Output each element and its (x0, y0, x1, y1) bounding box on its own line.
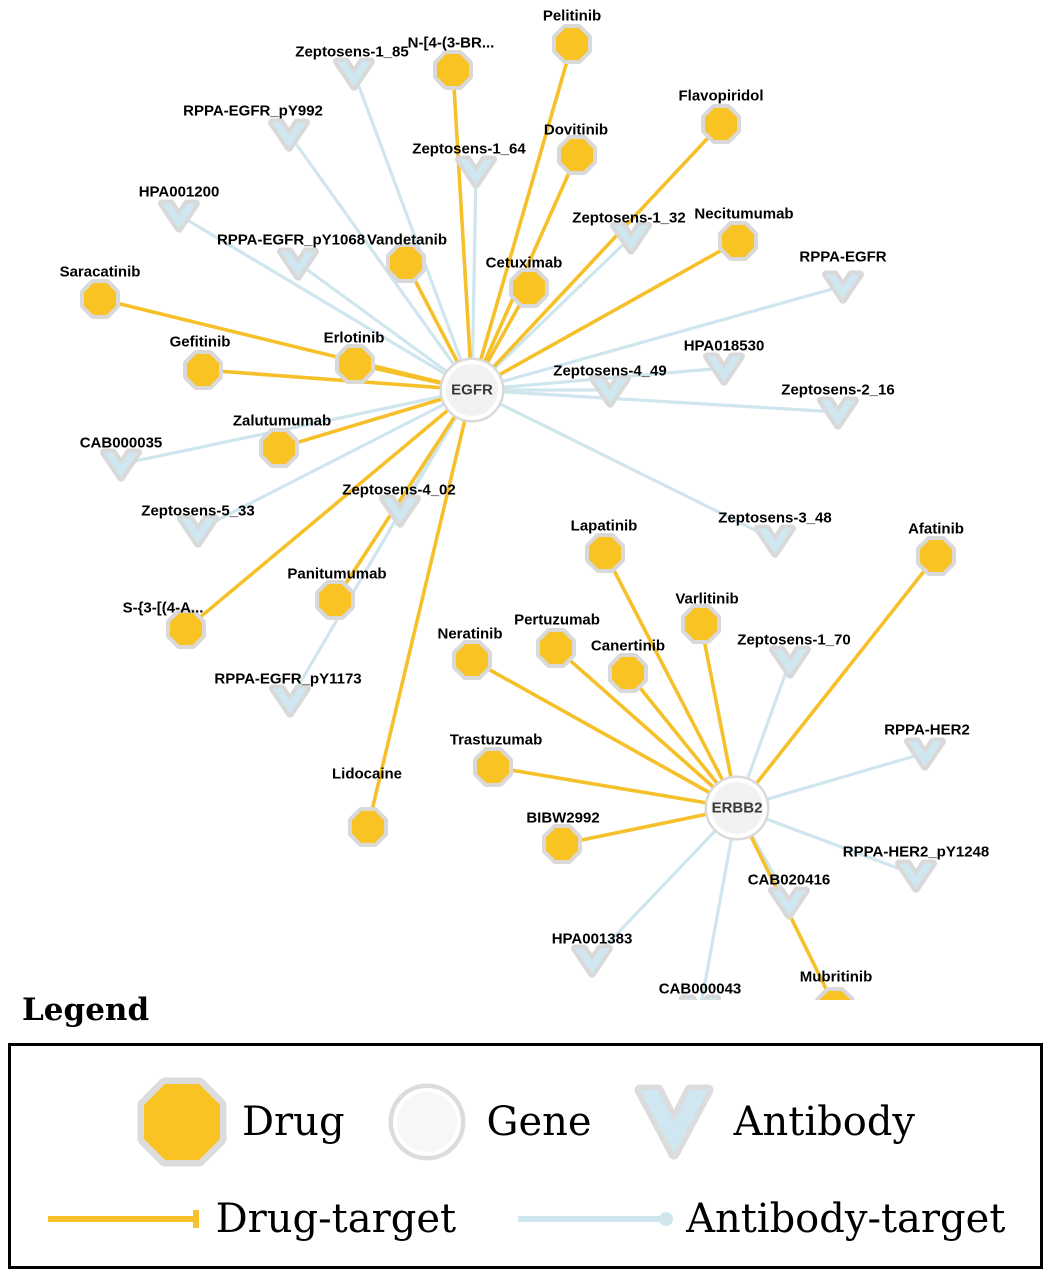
legend-title: Legend (22, 992, 150, 1028)
drug-label: Erlotinib (323, 329, 385, 347)
drug-label: N-[4-(3-BR... (407, 34, 495, 52)
antibody-label: RPPA-EGFR_pY1173 (214, 670, 362, 688)
drug-node[interactable] (612, 657, 644, 689)
antibody-label: Zeptosens-1_85 (295, 43, 409, 61)
drug-label: Zalutumumab (232, 412, 332, 430)
antibody-label: Zeptosens-2_16 (781, 381, 895, 399)
antibody-label: CAB020416 (747, 871, 831, 889)
drug-node[interactable] (722, 225, 754, 257)
antibody-label: Zeptosens-1_32 (572, 209, 686, 227)
drug-node[interactable] (170, 613, 202, 645)
drug-target-edge (368, 390, 472, 827)
antibody-label: Zeptosens-3_48 (718, 509, 832, 527)
legend-label-drug-target: Drug-target (215, 1196, 457, 1242)
antibody-label: HPA001200 (138, 183, 220, 201)
drug-label: Pertuzumab (514, 611, 600, 629)
drug-node[interactable] (477, 751, 509, 783)
drug-label: Dovitinib (543, 121, 609, 139)
antibody-target-edge-icon (516, 1207, 676, 1231)
legend-item-antibody (628, 1076, 915, 1168)
drug-node[interactable] (319, 584, 351, 616)
antibody-label: Zeptosens-4_49 (553, 362, 667, 380)
drug-node[interactable] (685, 608, 717, 640)
gene-circle-icon (381, 1076, 473, 1168)
gene-label: ERBB2 (711, 799, 763, 817)
antibody-label: RPPA-EGFR_pY992 (183, 102, 323, 120)
drug-label: Gefitinib (169, 333, 231, 351)
legend-label-gene: Gene (486, 1099, 592, 1145)
drug-label: Vandetanib (366, 231, 448, 249)
antibody-label: HPA001383 (551, 930, 633, 948)
drug-node[interactable] (556, 28, 588, 60)
drug-label: Pelitinib (542, 7, 602, 25)
drug-label: Panitumumab (287, 565, 387, 583)
drug-node[interactable] (589, 537, 621, 569)
antibody-target-edge (472, 171, 476, 390)
drug-target-edge (453, 70, 472, 390)
legend-label-antibody: Antibody (733, 1099, 916, 1145)
antibody-label: Zeptosens-5_33 (141, 502, 255, 520)
drug-label: Neratinib (437, 625, 503, 643)
drug-label: Flavopiridol (678, 87, 764, 105)
antibody-label: RPPA-HER2 (884, 721, 970, 739)
antibody-label: CAB000035 (79, 434, 163, 452)
drug-node[interactable] (263, 432, 295, 464)
antibody-label: HPA018530 (683, 337, 765, 355)
legend-item-antibody-target (516, 1196, 1005, 1242)
drug-node[interactable] (540, 632, 572, 664)
antibody-label: RPPA-HER2_pY1248 (842, 843, 990, 861)
drug-label: Necitumumab (694, 205, 794, 223)
drug-node[interactable] (920, 540, 952, 572)
antibody-label: Zeptosens-1_70 (737, 631, 851, 649)
drug-octagon-icon (136, 1076, 228, 1168)
drug-label: Cetuximab (485, 254, 563, 272)
drug-target-edge (737, 556, 936, 808)
drug-node[interactable] (84, 283, 116, 315)
drug-label: Mubritinib (799, 968, 873, 986)
antibody-label: Zeptosens-4_02 (342, 481, 456, 499)
drug-label: Saracatinib (59, 263, 141, 281)
drug-label: Lidocaine (331, 765, 403, 783)
legend-node-row (11, 1076, 1040, 1168)
legend-item-drug (136, 1076, 345, 1168)
drug-node[interactable] (437, 54, 469, 86)
drug-node[interactable] (513, 272, 545, 304)
antibody-target-edge (472, 390, 775, 540)
drug-node[interactable] (352, 811, 384, 843)
drug-label: Varlitinib (675, 590, 739, 608)
antibody-label: RPPA-EGFR (799, 248, 887, 266)
antibody-label: RPPA-EGFR_pY1068 (216, 231, 366, 249)
legend-box (8, 1043, 1043, 1269)
drug-target-edge (335, 390, 472, 600)
legend-item-drug-target (46, 1196, 456, 1242)
drug-label: Trastuzumab (449, 731, 543, 749)
drug-node[interactable] (546, 828, 578, 860)
drug-label: BIBW2992 (526, 809, 600, 827)
antibody-node[interactable] (683, 998, 717, 1000)
legend-label-antibody-target: Antibody-target (686, 1196, 1006, 1242)
drug-node[interactable] (561, 139, 593, 171)
legend-label-drug: Drug (241, 1099, 345, 1145)
gene-label: EGFR (451, 381, 493, 399)
edge-layer (100, 44, 936, 1000)
drug-node[interactable] (705, 108, 737, 140)
antibody-chevron-icon (628, 1076, 720, 1168)
drug-label: Afatinib (908, 520, 964, 538)
drug-target-edge-icon (46, 1207, 206, 1231)
antibody-target-edge (472, 390, 838, 412)
antibody-label: Zeptosens-1_64 (412, 140, 526, 158)
drug-label: S-{3-[(4-A... (122, 599, 204, 617)
drug-label: Canertinib (590, 637, 666, 655)
antibody-label: CAB000043 (658, 980, 742, 998)
drug-node[interactable] (456, 644, 488, 676)
node-layer (84, 28, 952, 1000)
legend-edge-row (11, 1196, 1040, 1242)
legend-item-gene (381, 1076, 592, 1168)
drug-node[interactable] (187, 354, 219, 386)
drug-node[interactable] (339, 348, 371, 380)
drug-label: Lapatinib (570, 517, 638, 535)
drug-node[interactable] (390, 247, 422, 279)
